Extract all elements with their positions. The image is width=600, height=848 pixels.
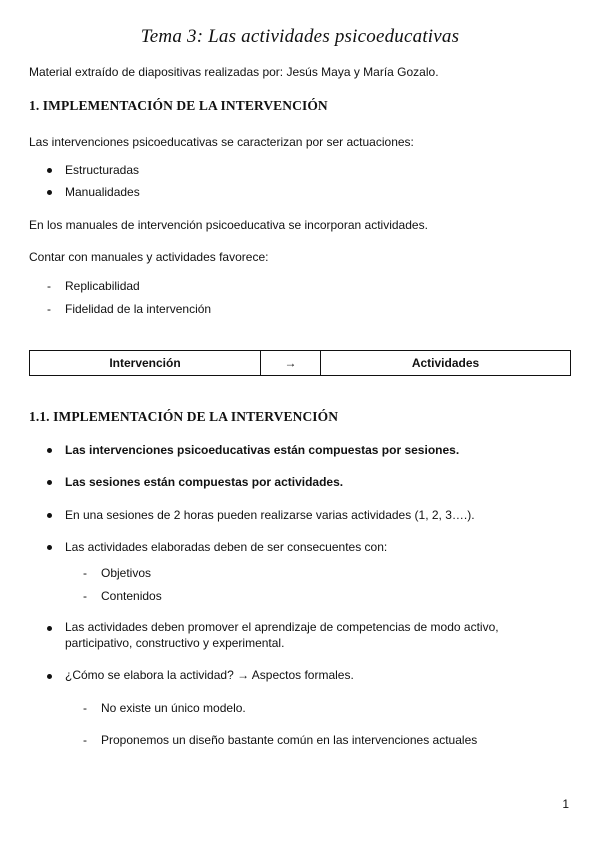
flow-table — [29, 350, 571, 376]
list-item: Las actividades elaboradas deben de ser consecuentes con: — [65, 540, 388, 554]
list-item: Fidelidad de la intervención — [65, 302, 212, 316]
dash-marker: - — [83, 589, 87, 603]
bullet-icon — [47, 168, 52, 173]
dash-marker: - — [83, 701, 87, 715]
bullet-icon — [47, 626, 52, 631]
list-item: Estructuradas — [65, 163, 140, 177]
bullet-icon — [47, 674, 52, 679]
page-number: 1 — [562, 797, 569, 811]
list-item: ¿Cómo se elabora la actividad? → Aspectos formales. — [65, 668, 354, 682]
flow-cell-actividades: Actividades — [321, 351, 571, 376]
dash-marker: - — [47, 302, 51, 316]
list-item: Las intervenciones psicoeducativas están compuestas por sesiones. — [65, 443, 460, 457]
bullet-icon — [47, 545, 52, 550]
section-1-heading: 1. IMPLEMENTACIÓN DE LA INTERVENCIÓN — [29, 98, 328, 113]
flow-arrow-icon: → — [261, 351, 321, 376]
list-item: Manualidades — [65, 185, 140, 199]
list-item-line-1: Las actividades deben promover el aprendizaje de competencias de modo activo, — [65, 620, 499, 634]
source-line: Material extraído de diapositivas realizadas por: Jesús Maya y María Gozalo. — [29, 65, 439, 79]
list-item: Replicabilidad — [65, 279, 140, 293]
dash-marker: - — [83, 566, 87, 580]
flow-cell-intervencion: Intervención — [30, 351, 261, 376]
sub-list-item: Objetivos — [101, 566, 152, 580]
bullet-icon — [47, 190, 52, 195]
list-item: Las sesiones están compuestas por actividades. — [65, 475, 344, 489]
section-1-1-heading: 1.1. IMPLEMENTACIÓN DE LA INTERVENCIÓN — [29, 409, 339, 424]
manuals-line: En los manuales de intervención psicoeducativa se incorporan actividades. — [29, 218, 428, 232]
dash-marker: - — [83, 733, 87, 747]
favorece-line: Contar con manuales y actividades favorece: — [29, 250, 269, 264]
dash-marker: - — [47, 279, 51, 293]
bullet-icon — [47, 513, 52, 518]
bullet-icon — [47, 448, 52, 453]
section-1-intro: Las intervenciones psicoeducativas se caracterizan por ser actuaciones: — [29, 135, 414, 149]
sub-list-item: No existe un único modelo. — [101, 701, 246, 715]
list-item-line-2: participativo, constructivo y experimental. — [65, 636, 285, 650]
document-title: Tema 3: Las actividades psicoeducativas — [140, 26, 460, 47]
bullet-icon — [47, 480, 52, 485]
sub-list-item: Contenidos — [101, 589, 162, 603]
list-item: En una sesiones de 2 horas pueden realizarse varias actividades (1, 2, 3….). — [65, 508, 475, 522]
sub-list-item: Proponemos un diseño bastante común en las intervenciones actuales — [101, 733, 478, 747]
